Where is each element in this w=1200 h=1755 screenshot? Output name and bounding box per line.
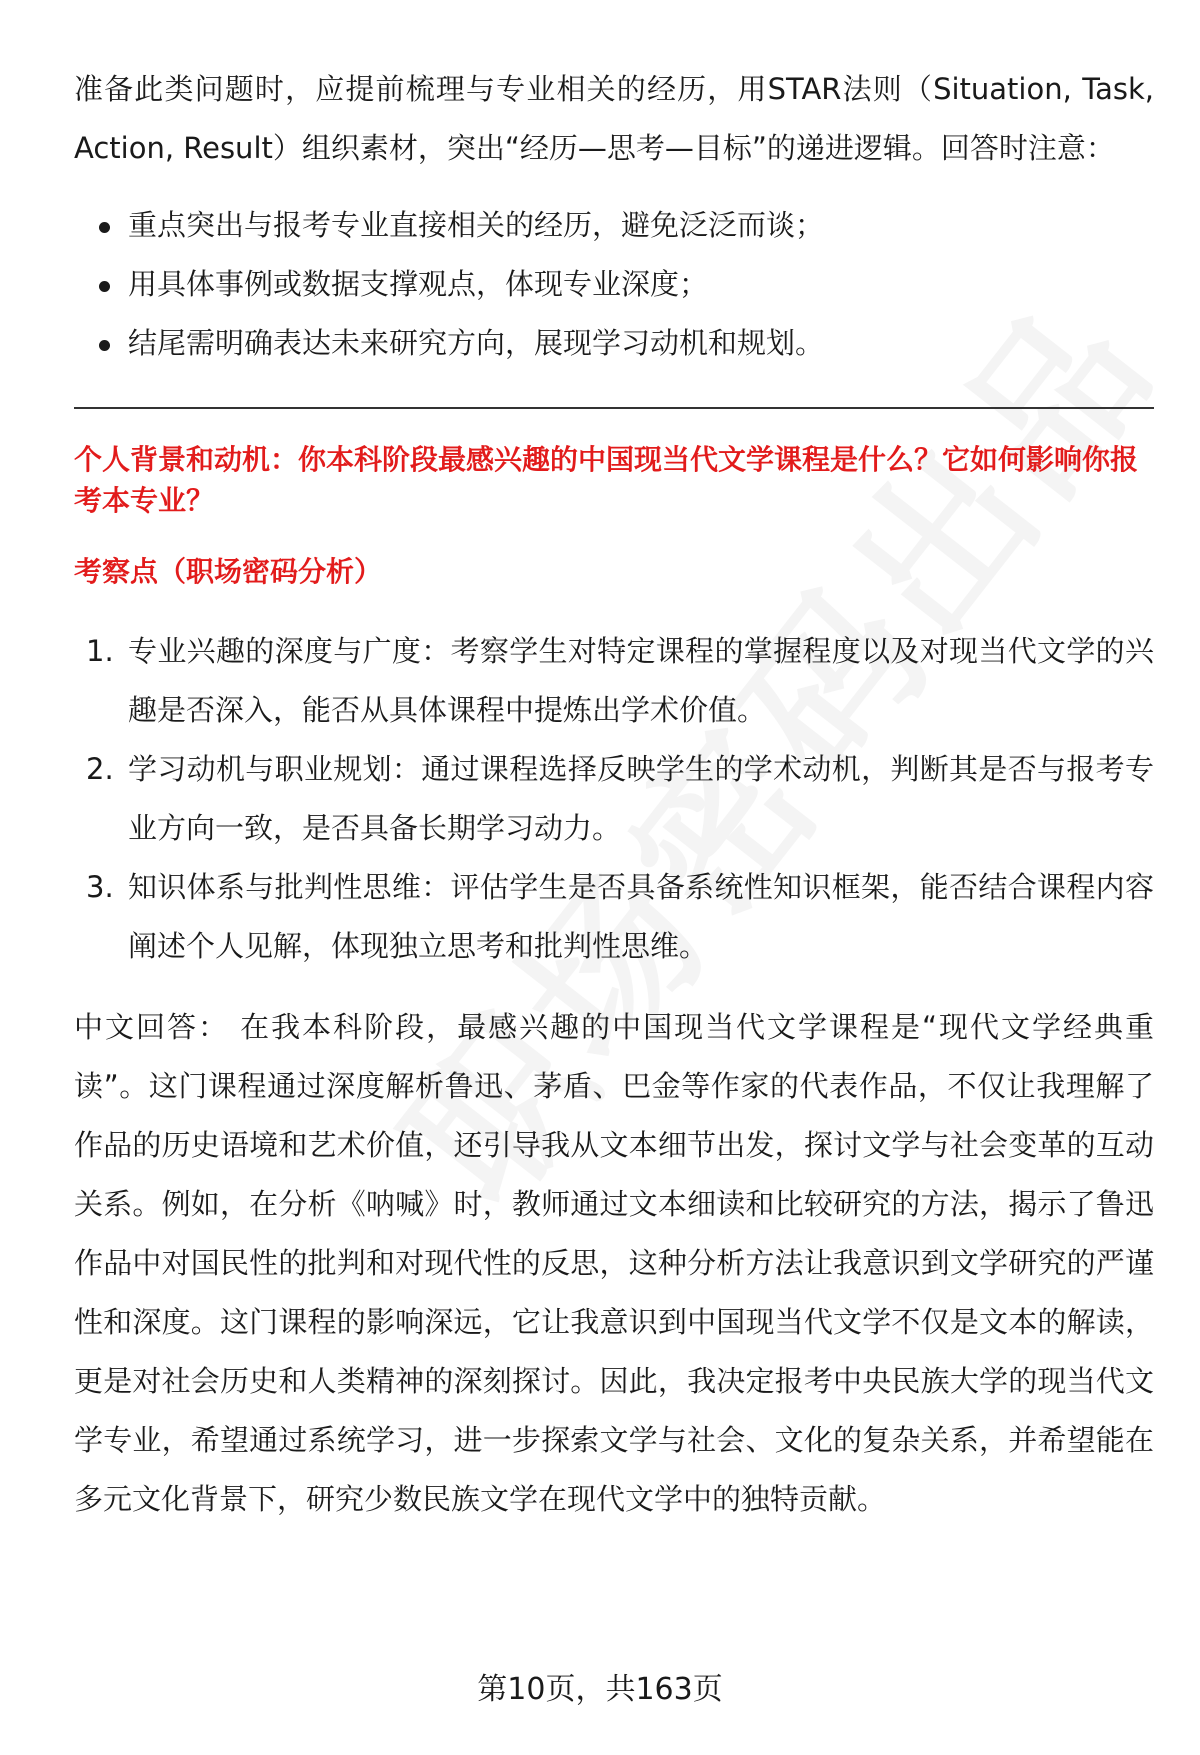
intro-paragraph: 准备此类问题时，应提前梳理与专业相关的经历，用STAR法则（Situation, Task, Action, Result）组织素材，突出“经历—思考—目标”的递进逻辑。回答时注意：: [74, 72, 1154, 165]
list-item: [74, 255, 1154, 314]
section-divider: [74, 407, 1154, 409]
answer-paragraph: 中文回答： 在我本科阶段，最感兴趣的中国现当代文学课程是“现代文学经典重读”。这门课程通过深度解析鲁迅、茅盾、巴金等作家的代表作品，不仅让我理解了作品的历史语境和艺术价值，还引导我从文本细节出发，探讨文学与社会变革的互动关系。例如，在分析《呐喊》时，教师通过文本细读和比较研究的方法，揭示了鲁迅作品中对国民性的批判和对现代性的反思，这种分析方法让我意识到文学研究的严谨性和深度。这门课程的影响深远，它让我意识到中国现当代文学不仅是文本的解读，更是对社会历史和人类精神的深刻探讨。因此，我决定报考中央民族大学的现当代文学专业，希望通过系统学习，进一步探索文学与社会、文化的复杂关系，并希望能在多元文化背景下，研究少数民族文学在现代文学中的独特贡献。: [74, 1010, 1154, 1516]
item-number: 2.: [86, 752, 114, 786]
analysis-list: [74, 622, 1154, 976]
analysis-heading: 考察点（职场密码分析）: [74, 555, 383, 588]
page-number: 第10页，共163页: [477, 1672, 723, 1707]
list-item-text: 用具体事例或数据支撑观点，体现专业深度；: [128, 267, 709, 301]
list-item-text: 重点突出与报考专业直接相关的经历，避免泛泛而谈；: [128, 208, 825, 242]
document-page: [74, 60, 1154, 1529]
bullet-icon: [99, 281, 110, 292]
list-item: [74, 314, 1154, 373]
list-item: [74, 196, 1154, 255]
question-heading: 个人背景和动机：你本科阶段最感兴趣的中国现当代文学课程是什么？它如何影响你报考本专业？: [74, 443, 1139, 517]
list-item-text: 学习动机与职业规划：通过课程选择反映学生的学术动机，判断其是否与报考专业方向一致，是否具备长期学习动力。: [128, 752, 1154, 845]
item-number: 3.: [86, 870, 114, 904]
list-item-text: 结尾需明确表达未来研究方向，展现学习动机和规划。: [128, 326, 825, 360]
list-item-text: 知识体系与批判性思维：评估学生是否具备系统性知识框架，能否结合课程内容阐述个人见解，体现独立思考和批判性思维。: [128, 870, 1154, 963]
item-number: 1.: [86, 634, 114, 668]
list-item-text: 专业兴趣的深度与广度：考察学生对特定课程的掌握程度以及对现当代文学的兴趣是否深入，能否从具体课程中提炼出学术价值。: [128, 634, 1154, 727]
tips-list: [74, 196, 1154, 373]
bullet-icon: [99, 222, 110, 233]
bullet-icon: [99, 340, 110, 351]
list-item: [74, 622, 1154, 740]
list-item: [74, 740, 1154, 858]
list-item: [74, 858, 1154, 976]
